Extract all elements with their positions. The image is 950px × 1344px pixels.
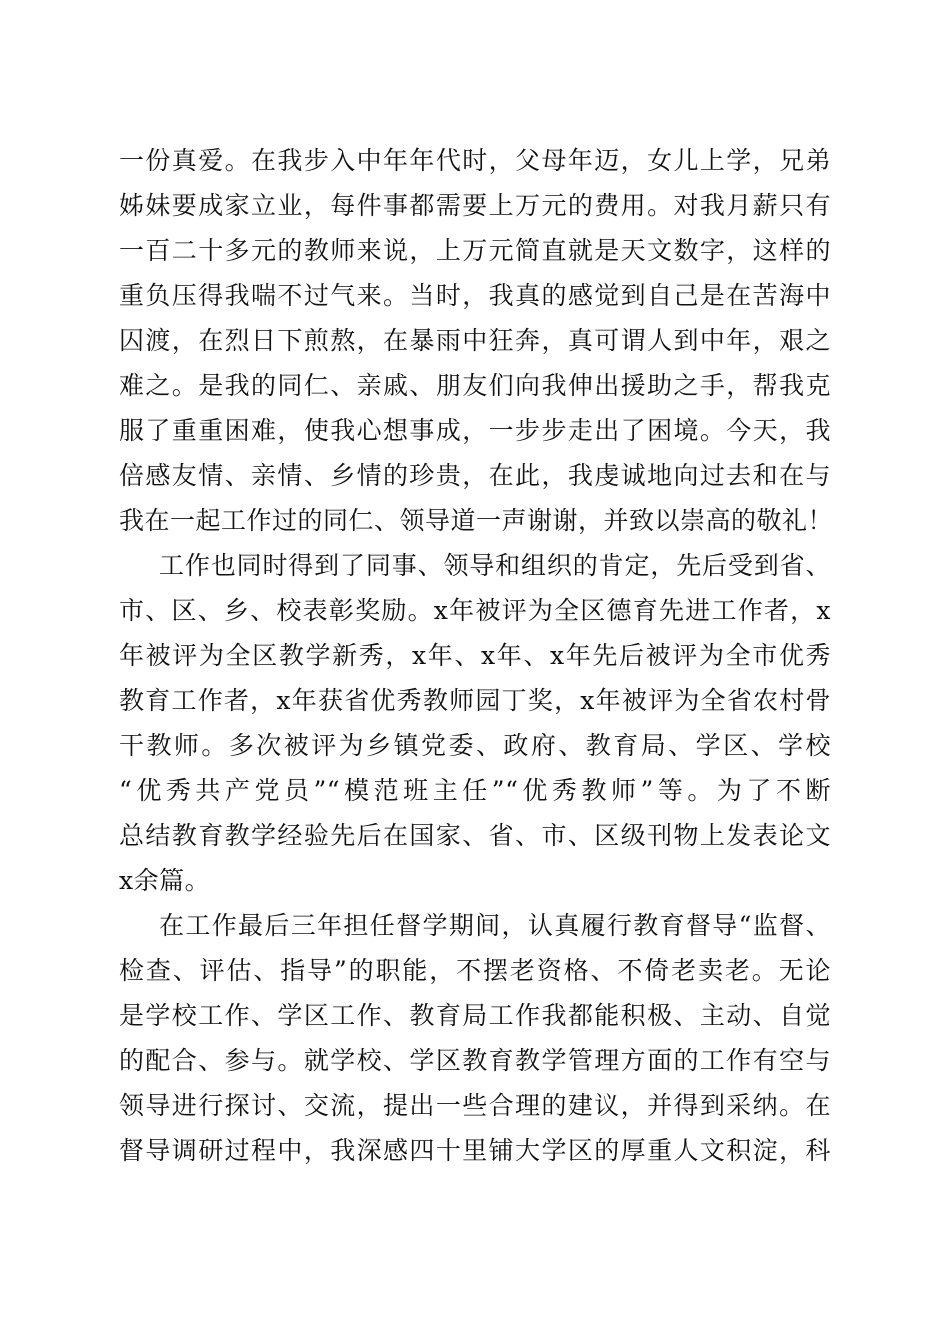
document-body <box>119 138 834 1173</box>
paragraph-3-line-3: 是学校工作、学区工作、教育局工作我都能积极、主动、自觉 <box>119 1001 831 1030</box>
paragraph-1-line-5: 囚渡，在烈日下煎熬，在暴雨中狂奔，真可谓人到中年，艰之 <box>119 326 831 355</box>
paragraph-1-line-1: 一份真爱。在我步入中年年代时，父母年迈，女儿上学，兄弟 <box>119 146 831 175</box>
paragraph-1-line-9: 我在一起工作过的同仁、领导道一声谢谢，并致以崇高的敬礼！ <box>119 506 834 535</box>
paragraph-2-line-1: 工作也同时得到了同事、领导和组织的肯定，先后受到省、 <box>159 551 831 580</box>
paragraph-2-line-6: “优秀共产党员”“模范班主任”“优秀教师”等。为了不断 <box>119 776 831 805</box>
paragraph-1-line-4: 重负压得我喘不过气来。当时，我真的感觉到自己是在苦海中 <box>119 281 831 310</box>
paragraph-2-line-8: x余篇。 <box>119 866 211 895</box>
paragraph-2-line-4: 教育工作者，x年获省优秀教师园丁奖，x年被评为全省农村骨 <box>119 686 831 715</box>
paragraph-1-line-2: 姊妹要成家立业，每件事都需要上万元的费用。对我月薪只有 <box>119 191 831 220</box>
paragraph-1-line-8: 倍感友情、亲情、乡情的珍贵，在此，我虔诚地向过去和在与 <box>119 461 831 490</box>
paragraph-3-line-1: 在工作最后三年担任督学期间，认真履行教育督导“监督、 <box>159 911 831 940</box>
paragraph-1-line-7: 服了重重困难，使我心想事成，一步步走出了困境。今天，我 <box>119 416 831 445</box>
paragraph-2-line-7: 总结教育教学经验先后在国家、省、市、区级刊物上发表论文 <box>119 821 831 850</box>
paragraph-2-line-2: 市、区、乡、校表彰奖励。x年被评为全区德育先进工作者，x <box>119 596 831 625</box>
paragraph-3-line-2: 检查、评估、指导”的职能，不摆老资格、不倚老卖老。无论 <box>119 956 831 985</box>
paragraph-1-line-6: 难之。是我的同仁、亲戚、朋友们向我伸出援助之手，帮我克 <box>119 371 831 400</box>
paragraph-1-line-3: 一百二十多元的教师来说，上万元简直就是天文数字，这样的 <box>119 236 831 265</box>
paragraph-3-line-5: 领导进行探讨、交流，提出一些合理的建议，并得到采纳。在 <box>119 1091 831 1120</box>
paragraph-3-line-4: 的配合、参与。就学校、学区教育教学管理方面的工作有空与 <box>119 1046 831 1075</box>
paragraph-2-line-5: 干教师。多次被评为乡镇党委、政府、教育局、学区、学校 <box>119 731 831 760</box>
paragraph-3-line-6: 督导调研过程中，我深感四十里铺大学区的厚重人文积淀，科 <box>119 1136 831 1165</box>
paragraph-2-line-3: 年被评为全区教学新秀，x年、x年、x年先后被评为全市优秀 <box>119 641 831 670</box>
